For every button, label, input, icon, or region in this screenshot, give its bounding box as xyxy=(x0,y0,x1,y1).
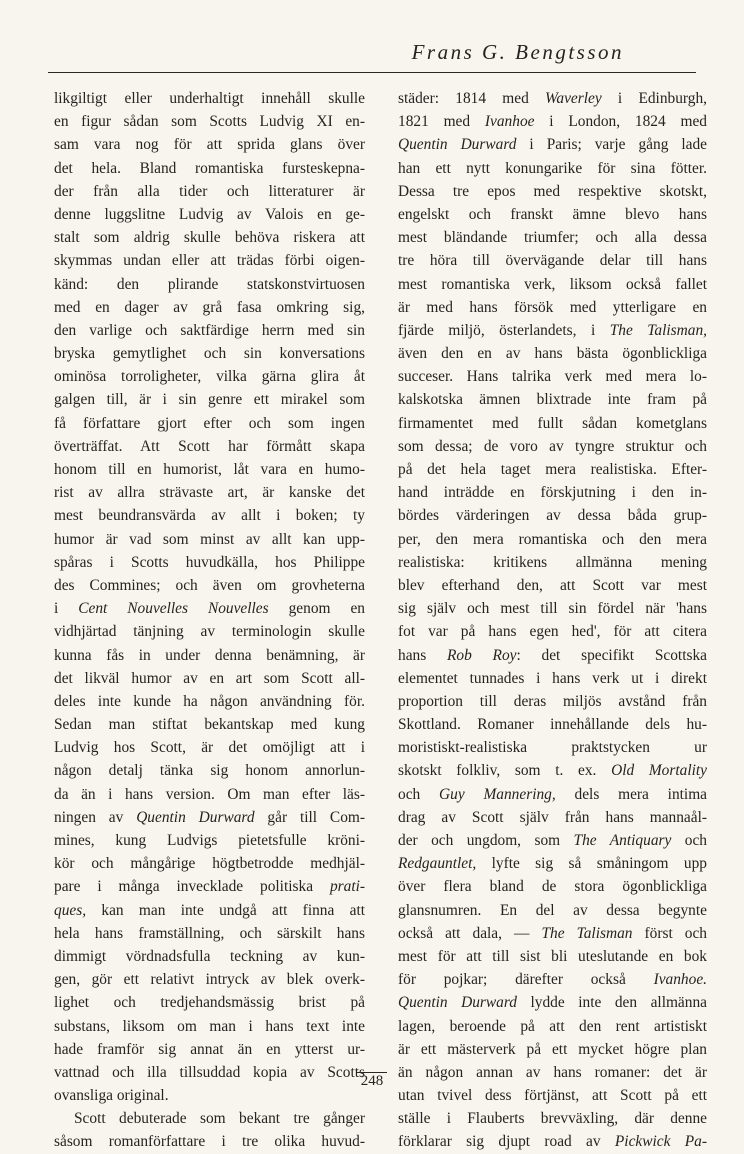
text-line: elementet tunnades i hans verk ut i direkt xyxy=(398,669,707,687)
text-line: der från alla tider och litteraturer är xyxy=(54,182,365,200)
text-line: såsom romanförfattare i tre olika huvud- xyxy=(54,1133,365,1151)
text-line: det hela. Bland romantiska fursteskepna- xyxy=(54,159,365,177)
text-line: som dessa; de voro av tyngre struktur och xyxy=(398,437,707,455)
text-line: också att dala, — The Talisman först och xyxy=(398,924,707,942)
text-line: ställe i Flauberts brevväxling, där denne xyxy=(398,1110,707,1128)
text-line: per, den mera romantiska och den mera xyxy=(398,530,707,548)
right-text-column xyxy=(398,87,707,1154)
text-line: moristiskt-realistiska praktstycken ur xyxy=(398,739,707,757)
text-line: galgen till, är i sin genre ett mirakel som xyxy=(54,391,365,409)
text-line: skymmas undan eller att trädas förbi oigen- xyxy=(54,252,365,270)
text-line: hans Rob Roy: det specifikt Scottska xyxy=(398,646,707,664)
text-line: på det hela taget mera realistiska. Efter- xyxy=(398,461,707,478)
text-line: deles inte kunde ha någon användning för. xyxy=(54,692,365,710)
text-line: des Commines; och även om grovheterna xyxy=(54,576,365,594)
text-line: över flera bland de stora ögonblickliga xyxy=(398,878,707,896)
text-line: sig själv och mest till sin fördel när 'hans xyxy=(398,600,707,618)
text-line: Quentin Durward i Paris; varje gång lade xyxy=(398,136,707,154)
text-line: känd: den plirande statskonstvirtuosen xyxy=(54,275,365,293)
text-line: kör och mångårige högtbetrodde medhjäl- xyxy=(54,855,365,873)
text-line: städer: 1814 med Waverley i Edinburgh, xyxy=(398,90,707,107)
text-line: med en dager av grå fasa omkring sig, xyxy=(54,298,365,316)
text-line: pare i många invecklade politiska prati- xyxy=(54,878,365,896)
text-line: bryska gemytlighet och sin konversations xyxy=(54,345,365,363)
text-line: da än i hans version. Om man efter läs- xyxy=(54,785,365,803)
text-line: kalskotska ämnen blixtrade inte fram på xyxy=(398,391,707,409)
text-line: blev efterhand den, att Scott var mest xyxy=(398,576,707,594)
text-line: firmamentet med fullt sådan kometglans xyxy=(398,414,707,432)
header-rule xyxy=(48,72,696,73)
text-line: bördes värderingen av dessa båda grup- xyxy=(398,507,707,525)
text-line: tre höra till övervägande delar till hans xyxy=(398,252,707,270)
text-line: mines, kung Ludvigs pietetsfulle kröni- xyxy=(54,832,365,849)
text-line: lagen, beroende på att den rent artistiskt xyxy=(398,1017,707,1035)
text-line: ques, kan man inte undgå att finna att xyxy=(54,901,365,919)
text-line: drag av Scott själv från hans mannaål- xyxy=(398,808,707,826)
text-line: vidhjärtad tänjning av terminologin skulle xyxy=(54,623,365,641)
text-line: spåras i Scotts huvudkälla, hos Philippe xyxy=(54,553,365,571)
text-line: han ett nytt konungarike för sina fötter. xyxy=(398,159,707,177)
text-line: honom till en humorist, låt vara en humo- xyxy=(54,461,365,478)
text-line: substans, liksom om man i hans text inte xyxy=(54,1017,365,1035)
text-line: hade framför sig annat än en ytterst ur- xyxy=(54,1040,365,1058)
text-line: lighet och tredjehandsmässig brist på xyxy=(54,994,365,1012)
text-line: Quentin Durward lydde inte den allmänna xyxy=(398,994,707,1012)
text-line: någon detalj tänka sig honom annorlun- xyxy=(54,762,365,780)
text-line: för pojkar; därefter också Ivanhoe. xyxy=(398,971,707,989)
text-line: få författare gjort efter och som ingen xyxy=(54,414,365,432)
text-line: skotskt folkliv, som t. ex. Old Mortality xyxy=(398,762,707,780)
text-line: den varlige och saktfärdige herrn med sin xyxy=(54,321,365,339)
text-line: proportion till deras miljös avstånd från xyxy=(398,692,707,710)
text-line: ovansliga original. xyxy=(54,1087,169,1105)
text-line: mest romantiska verk, liksom också fallet xyxy=(398,275,707,293)
text-line: glansnumren. En del av dessa begynte xyxy=(398,901,707,919)
text-line: Dessa tre epos med respektive skotskt, xyxy=(398,182,707,200)
text-line: vattnad och illa tillsuddad kopia av Scotts xyxy=(54,1063,365,1081)
text-line: Sedan man stiftat bekantskap med kung xyxy=(54,716,365,734)
text-line: hand inträdde en förskjutning i den in- xyxy=(398,484,707,502)
text-line: mest beundransvärda av allt i boken; ty xyxy=(54,507,365,525)
text-line: ningen av Quentin Durward går till Com- xyxy=(54,808,365,826)
text-line: än någon annan av hans romaner: det är xyxy=(398,1063,707,1081)
text-line: der och ungdom, som The Antiquary och xyxy=(398,832,707,849)
text-line: humor är vad som minst av allt kan upp- xyxy=(54,530,365,548)
text-line: stalt som aldrig skulle behöva riskera att xyxy=(54,229,365,247)
text-line: även den en av hans bästa ögonblickliga xyxy=(398,345,707,363)
text-line: ominösa torroligheter, vilka gärna glira åt xyxy=(54,368,365,386)
text-line: realistiska: kritikens allmänna mening xyxy=(398,553,707,571)
text-line: mest för att till sist bli uteslutande en bok xyxy=(398,947,707,965)
text-line: engelskt och franskt ämne blevo hans xyxy=(398,205,707,223)
text-line: utan tvivel dess förtjänst, att Scott på ett xyxy=(398,1087,707,1105)
text-line: en figur sådan som Scotts Ludvig XI en- xyxy=(54,113,365,131)
text-line: i Cent Nouvelles Nouvelles genom en xyxy=(54,600,365,618)
text-line: det likväl humor av en art som Scott all- xyxy=(54,669,365,687)
text-line: Ludvig hos Scott, är det omöjligt att i xyxy=(54,739,365,757)
page-number: 248 xyxy=(0,1073,744,1090)
text-line: hela hans framställning, och särskilt hans xyxy=(54,924,365,942)
text-line: Redgauntlet, lyfte sig så småningom upp xyxy=(398,855,707,873)
text-line: fot var på hans egen hed', för att citera xyxy=(398,623,707,641)
text-line: är ett mästerverk på ett mycket högre plan xyxy=(398,1040,707,1058)
text-line: och Guy Mannering, dels mera intima xyxy=(398,785,707,803)
running-header: Frans G. Bengtsson xyxy=(411,40,624,64)
text-line: är med hans försök med ytterligare en xyxy=(398,298,707,316)
text-line: fjärde miljö, österlandets, i The Talisman, xyxy=(398,321,707,339)
text-line: denne luggslitne Ludvig av Valois en ge- xyxy=(54,205,365,223)
text-line: succeser. Hans talrika verk med mera lo- xyxy=(398,368,707,386)
text-line: rist av allra strävaste art, är kanske det xyxy=(54,484,365,502)
text-line: dimmigt vördnadsfulla teckning av kun- xyxy=(54,947,365,965)
text-line: 1821 med Ivanhoe i London, 1824 med xyxy=(398,113,707,131)
text-line: förklarar sig djupt road av Pickwick Pa- xyxy=(398,1133,707,1151)
text-line: överträffat. Att Scott har förmått skapa xyxy=(54,437,365,455)
text-line: Scott debuterade som bekant tre gånger xyxy=(74,1110,365,1128)
text-line: likgiltigt eller underhaltigt innehåll skulle xyxy=(54,90,365,107)
left-text-column xyxy=(54,87,365,1154)
text-line: gen, gör ett relativt intryck av blek overk- xyxy=(54,971,365,989)
text-line: kunna fås in under denna benämning, är xyxy=(54,646,365,664)
text-line: sam vara nog för att sprida glans över xyxy=(54,136,365,154)
text-line: mest bländande triumfer; och alla dessa xyxy=(398,229,707,247)
text-line: Skottland. Romaner innehållande dels hu- xyxy=(398,716,707,734)
